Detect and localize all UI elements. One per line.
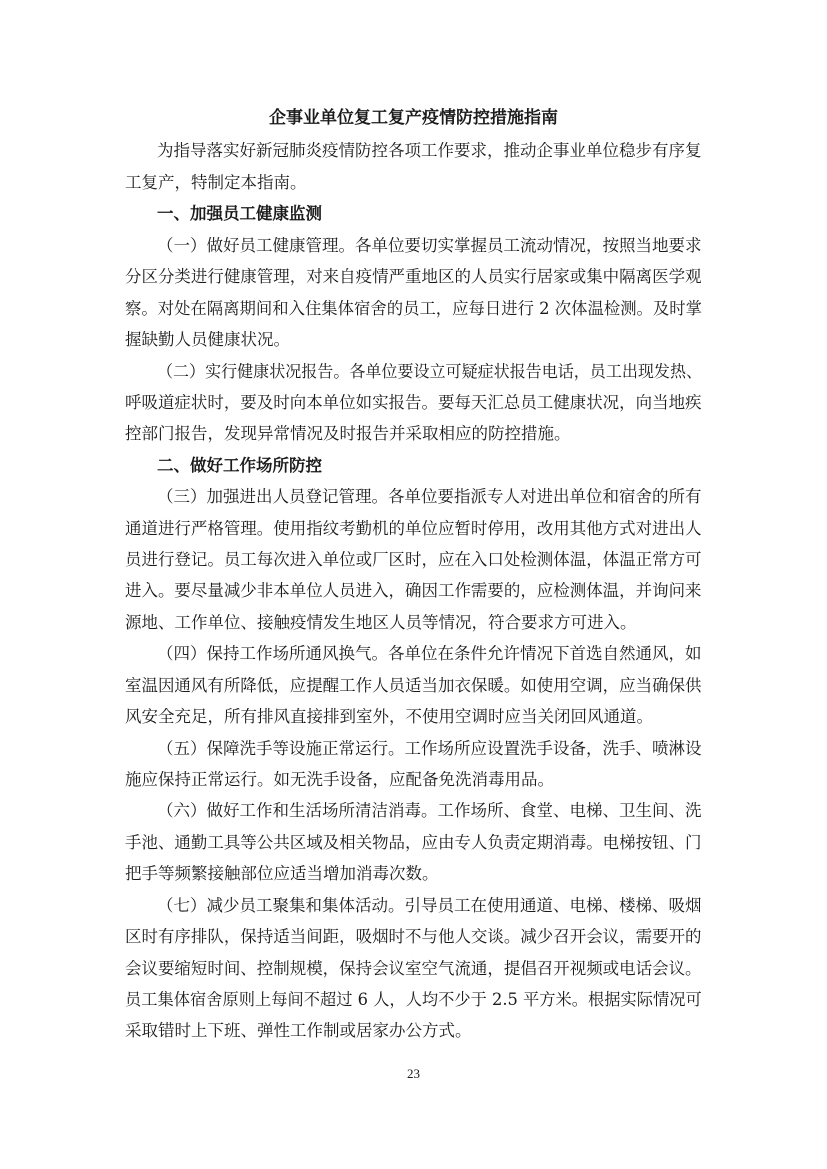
item-1-line-1: （一）做好员工健康管理。各单位要切实掌握员工流动情况，按照当地要求 bbox=[157, 236, 702, 255]
page-number: 23 bbox=[407, 1066, 420, 1081]
item-3-line-4: 进入。要尽量减少非本单位人员进入，确因工作需要的，应检测体温，并询问来 bbox=[125, 581, 702, 600]
item-1-line-4: 握缺勤人员健康状况。 bbox=[125, 330, 290, 349]
item-7-line-4: 员工集体宿舍原则上每间不超过 6 人，人均不少于 2.5 平方米。根据实际情况可 bbox=[125, 990, 702, 1009]
intro-line-2: 工复产，特制定本指南。 bbox=[125, 173, 307, 192]
item-6-line-3: 把手等频繁接触部位应适当增加消毒次数。 bbox=[125, 864, 439, 883]
item-6-line-2: 手池、通勤工具等公共区域及相关物品，应由专人负责定期消毒。电梯按钮、门 bbox=[125, 833, 702, 852]
item-4-line-1: （四）保持工作场所通风换气。各单位在条件允许情况下首选自然通风，如 bbox=[157, 644, 702, 663]
item-3-line-5: 源地、工作单位、接触疫情发生地区人员等情况，符合要求方可进入。 bbox=[125, 613, 637, 632]
item-1-line-2: 分区分类进行健康管理，对来自疫情严重地区的人员实行居家或集中隔离医学观 bbox=[125, 267, 702, 286]
item-4-line-3: 风安全充足，所有排风直接排到室外，不使用空调时应当关闭回风通道。 bbox=[125, 707, 653, 726]
item-7-line-3: 会议要缩短时间、控制规模，保持会议室空气流通，提倡召开视频或电话会议。 bbox=[125, 959, 702, 978]
item-2-line-2: 呼吸道症状时，要及时向本单位如实报告。要每天汇总员工健康状况，向当地疾 bbox=[125, 393, 702, 412]
document-title: 企事业单位复工复产疫情防控措施指南 bbox=[269, 108, 558, 128]
item-3-line-1: （三）加强进出人员登记管理。各单位要指派专人对进出单位和宿舍的所有 bbox=[157, 487, 702, 506]
item-7-line-1: （七）减少员工聚集和集体活动。引导员工在使用通道、电梯、楼梯、吸烟 bbox=[157, 896, 702, 915]
item-1-line-3: 察。对处在隔离期间和入住集体宿舍的员工，应每日进行 2 次体温检测。及时掌 bbox=[125, 299, 702, 318]
item-4-line-2: 室温因通风有所降低，应提醒工作人员适当加衣保暖。如使用空调，应当确保供 bbox=[125, 676, 702, 695]
item-3-line-2: 通道进行严格管理。使用指纹考勤机的单位应暂时停用，改用其他方式对进出人 bbox=[125, 519, 702, 538]
intro-line-1: 为指导落实好新冠肺炎疫情防控各项工作要求，推动企事业单位稳步有序复 bbox=[157, 141, 702, 160]
item-3-line-3: 员进行登记。员工每次进入单位或厂区时，应在入口处检测体温，体温正常方可 bbox=[125, 550, 702, 569]
section-1-heading: 一、加强员工健康监测 bbox=[157, 204, 322, 223]
item-6-line-1: （六）做好工作和生活场所清洁消毒。工作场所、食堂、电梯、卫生间、洗 bbox=[157, 801, 702, 820]
item-5-line-2: 施应保持正常运行。如无洗手设备，应配备免洗消毒用品。 bbox=[125, 770, 554, 789]
item-2-line-3: 控部门报告，发现异常情况及时报告并采取相应的防控措施。 bbox=[125, 424, 571, 443]
item-7-line-5: 采取错时上下班、弹性工作制或居家办公方式。 bbox=[125, 1021, 472, 1040]
item-2-line-1: （二）实行健康状况报告。各单位要设立可疑症状报告电话，员工出现发热、 bbox=[157, 362, 703, 381]
item-5-line-1: （五）保障洗手等设施正常运行。工作场所应设置洗手设备，洗手、喷淋设 bbox=[157, 739, 702, 758]
section-2-heading: 二、做好工作场所防控 bbox=[157, 456, 322, 475]
item-7-line-2: 区时有序排队，保持适当间距，吸烟时不与他人交谈。减少召开会议，需要开的 bbox=[125, 927, 702, 946]
